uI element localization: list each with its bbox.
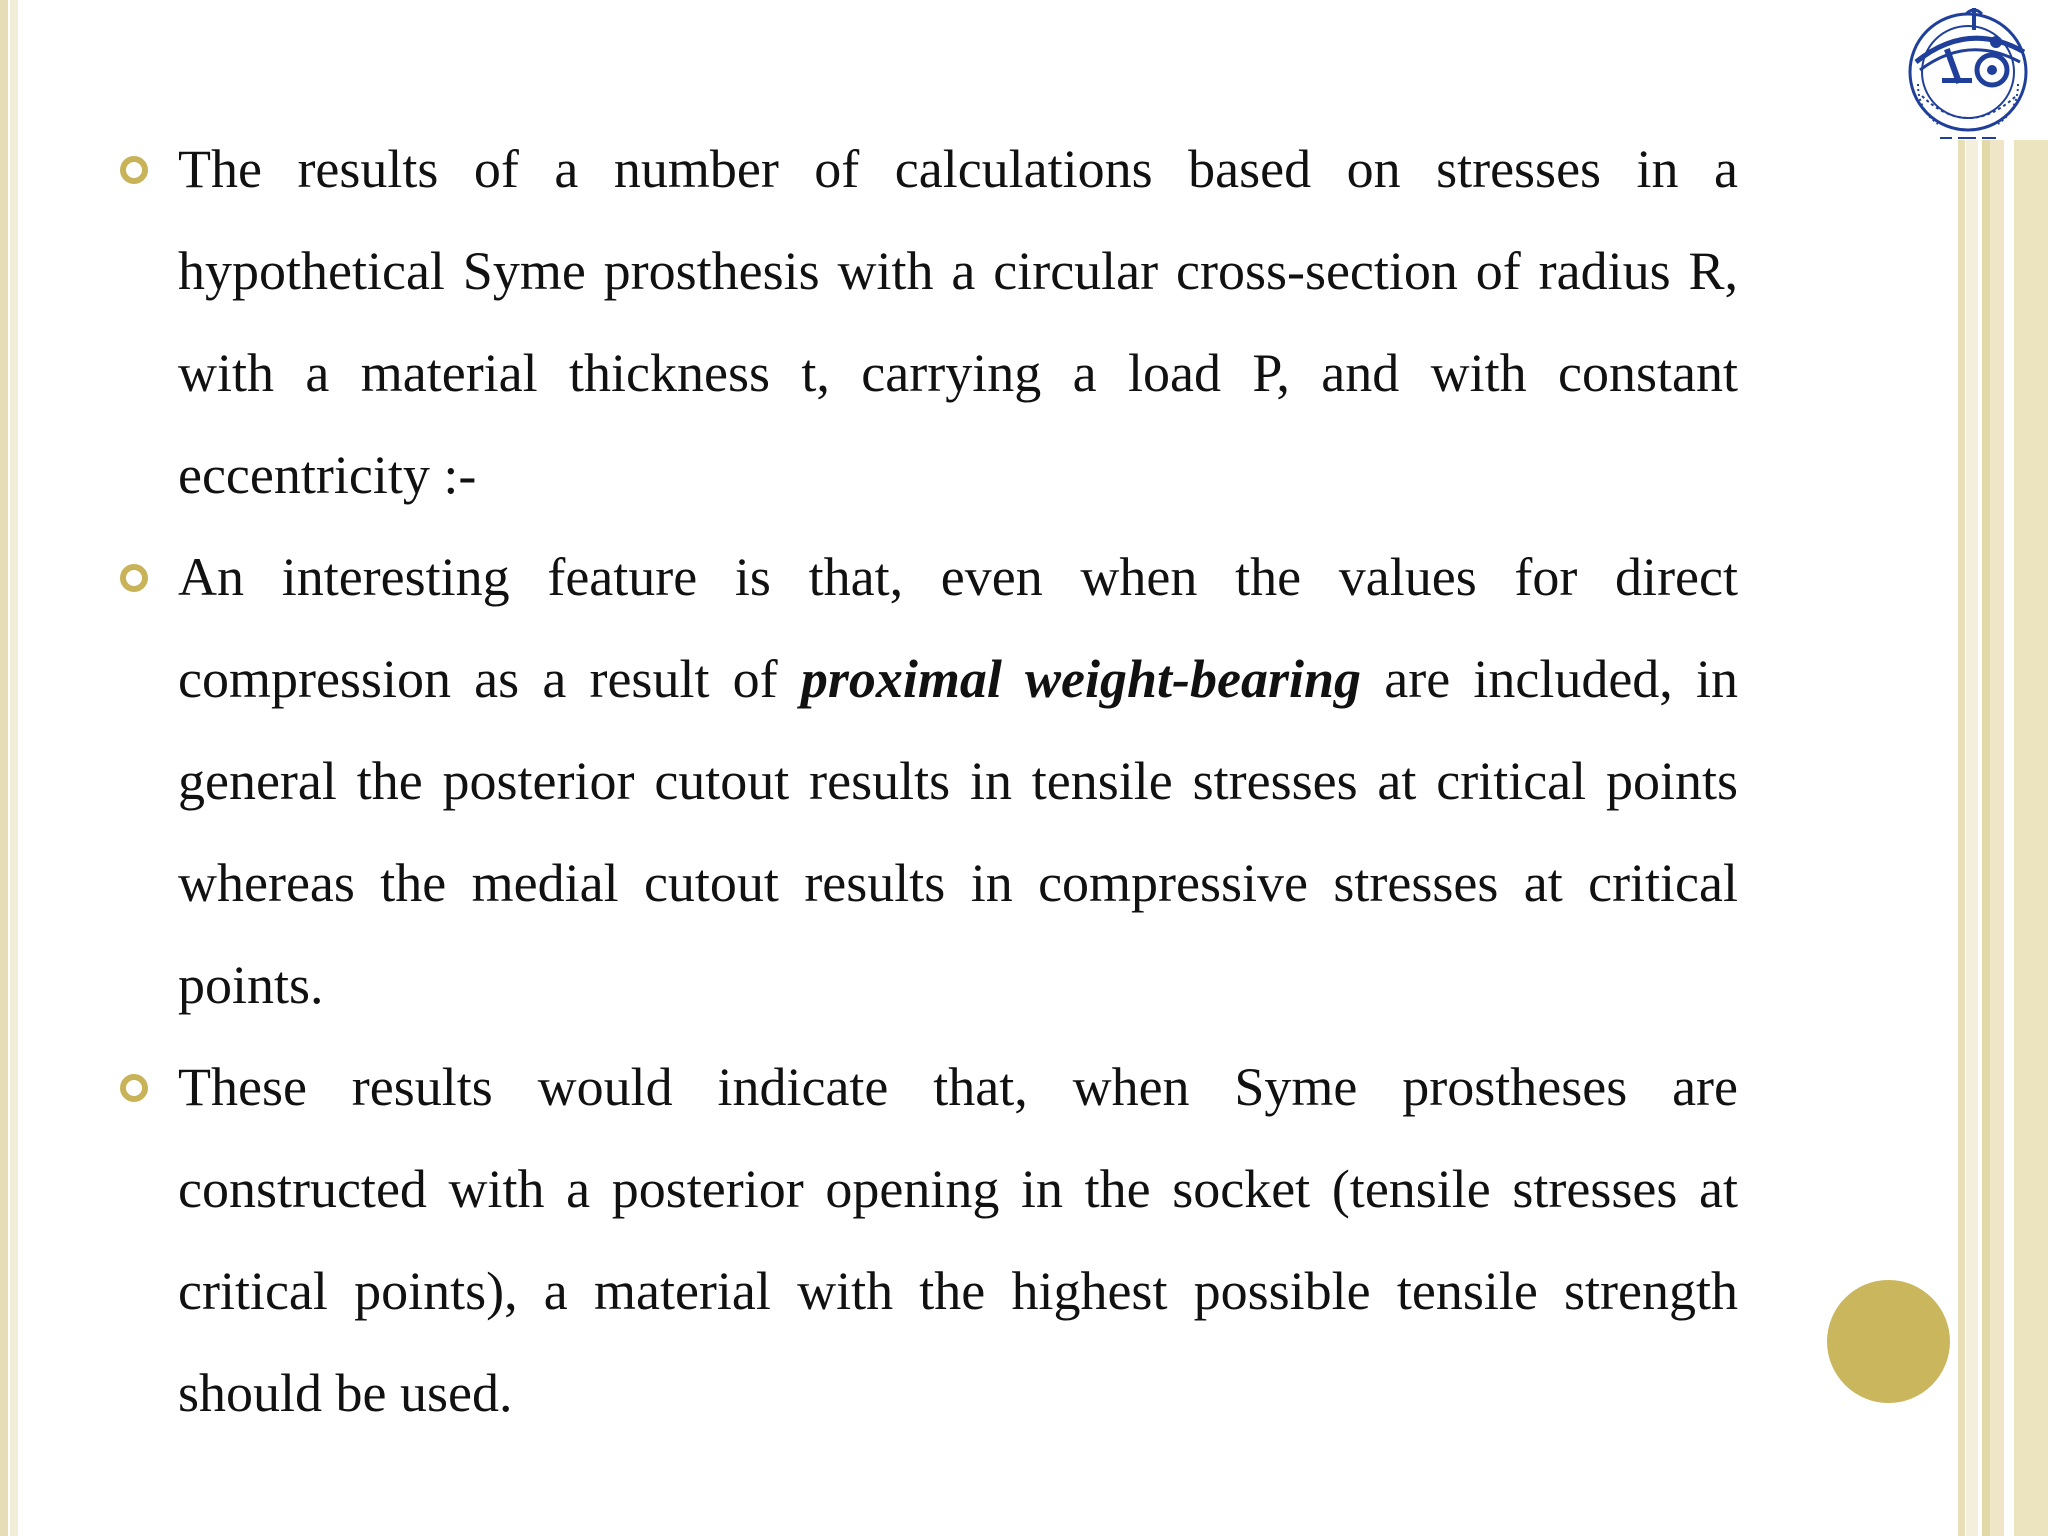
bullet-item (120, 526, 1738, 1036)
left-border-stripe-inner (10, 0, 18, 1536)
bullet-text-after: are included, in general the posterior cutout results in tensile stresses at critical points whereas the medial cutout results in compressive stresses at critical points. (178, 649, 1738, 1015)
left-border-stripe-outer (0, 0, 8, 1536)
bullet-item (120, 1036, 1738, 1444)
bullet-text: These results would indicate that, when Syme prostheses are constructed with a posterior opening in the socket (tensile stresses at critical points), a material with the highest possible tensile strength should be used. (178, 1057, 1738, 1423)
right-border-stripe (1982, 140, 1990, 1536)
hollow-circle-bullet-icon (120, 564, 148, 592)
hollow-circle-bullet-icon (120, 156, 148, 184)
gold-circle-decoration (1827, 1280, 1950, 1403)
right-border-stripe (2004, 140, 2014, 1536)
right-border-stripe (2014, 140, 2048, 1536)
bullet-text: The results of a number of calculations based on stresses in a hypothetical Syme prosthesis with a circular cross-section of radius R, with a material thickness t, carrying a load P, and with constant eccentricity :- (178, 139, 1738, 505)
right-border-stripe (1966, 140, 1978, 1536)
bullet-item (120, 118, 1738, 526)
bullet-text (178, 526, 1738, 1036)
bullet-text-emphasis: proximal weight-bearing (800, 649, 1362, 709)
right-border-stripe (1958, 140, 1965, 1536)
hollow-circle-bullet-icon (120, 1074, 148, 1102)
bullet-text-before: An interesting feature is that, even when the values for direct compression as a result of (178, 547, 1738, 709)
slide-content (120, 118, 1738, 1444)
institute-emblem-icon (1888, 0, 2048, 150)
right-border-stripe (1990, 140, 2004, 1536)
